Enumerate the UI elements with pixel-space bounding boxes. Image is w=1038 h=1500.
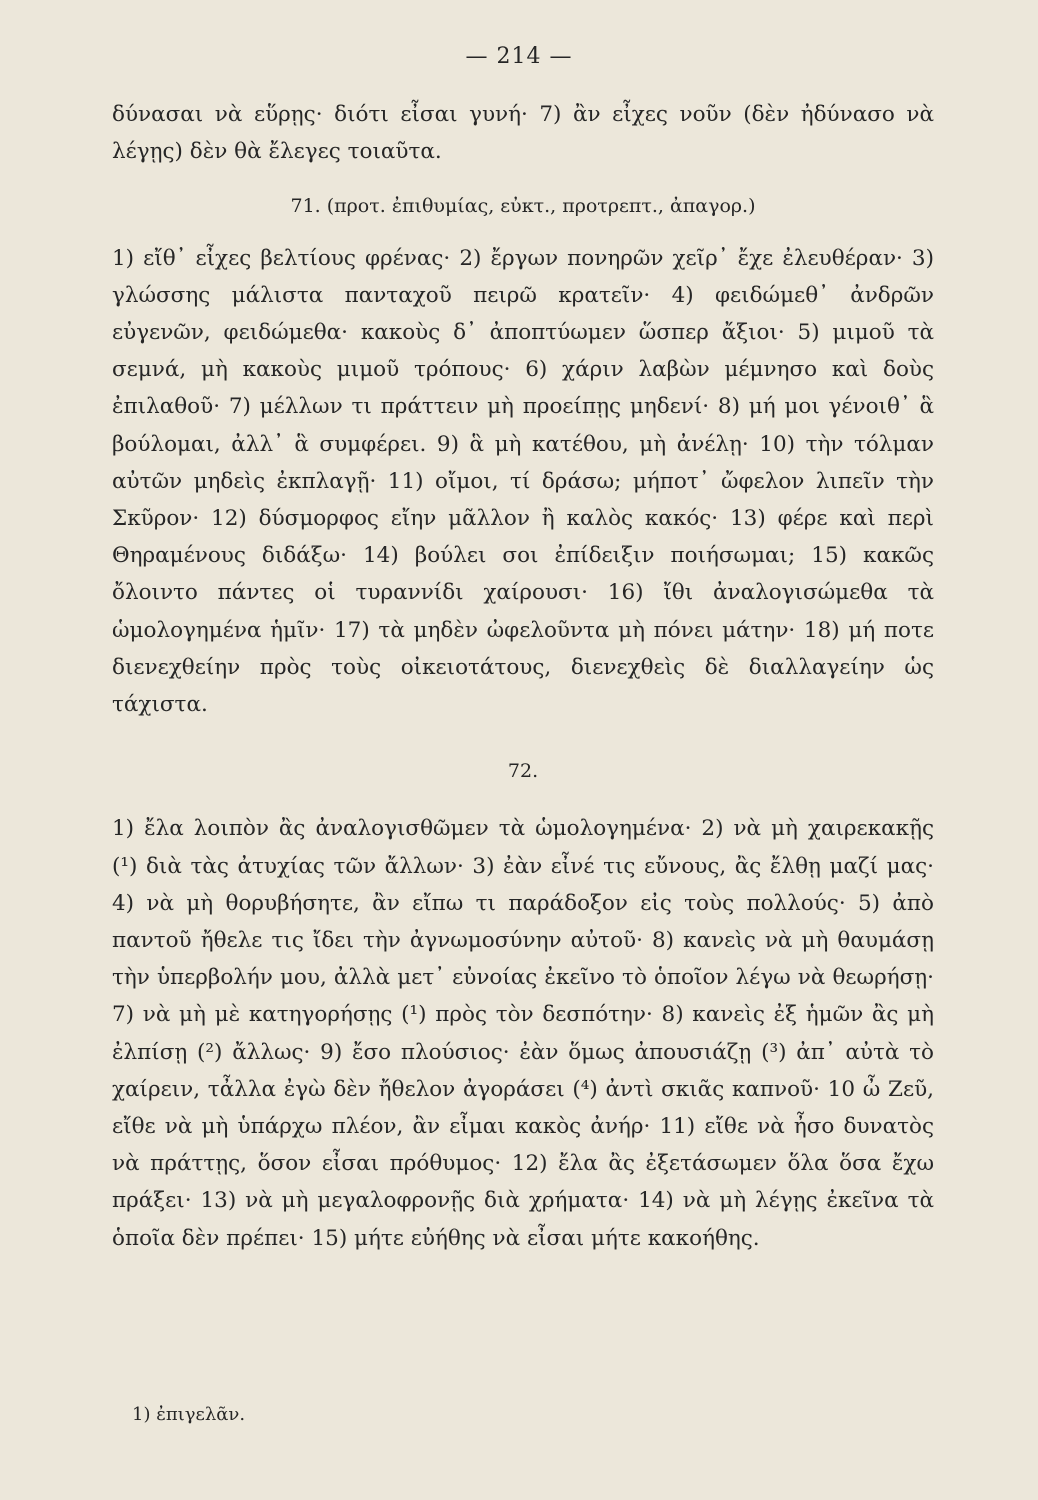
- page-number: — 214 —: [465, 44, 573, 69]
- section-72-text: 1) ἔλα λοιπὸν ἂς ἀναλογισθῶμεν τὰ ὡμολογημένα· 2) νὰ μὴ χαιρεκακῇς (¹) διὰ τὰς ἀτυχίας τῶν ἄλλων· 3) ἐὰν εἶνέ τις εὔνους, ἂς ἔλθῃ μαζί μας· 4) νὰ μὴ θορυβήσητε, ἂν εἴπω τι παράδοξον εἰς τοὺς πολλούς· 5) ἀπὸ παντοῦ ἤθελε τις ἴδει τὴν ἀγνωμοσύνην αὐτοῦ· 8) κανεὶς νὰ μὴ θαυμάσῃ τὴν ὑπερβολήν μου, ἀλλὰ μετ᾽ εὐνοίας ἐκεῖνο τὸ ὁποῖον λέγω νὰ θεωρήσῃ· 7) νὰ μὴ μὲ κατηγορήσῃς (¹) πρὸς τὸν δεσπότην· 8) κανεὶς ἐξ ἡμῶν ἂς μὴ ἐλπίσῃ (²) ἄλλως· 9) ἔσο πλούσιος· ἐὰν ὅμως ἀπουσιάζῃ (³) ἀπ᾽ αὐτὰ τὸ χαίρειν, τἆλλα ἐγὼ δὲν ἤθελον ἀγοράσει (⁴) ἀντὶ σκιᾶς καπνοῦ· 10 ὦ Ζεῦ, εἴθε νὰ μὴ ὑπάρχω πλέον, ἂν εἶμαι κακὸς ἀνήρ· 11) εἴθε νὰ ἦσο δυνατὸς νὰ πράττῃς, ὅσον εἶσαι πρόθυμος· 12) ἔλα ἂς ἐξετάσωμεν ὅλα ὅσα ἔχω πράξει· 13) νὰ μὴ μεγαλοφρονῇς διὰ χρήματα· 14) νὰ μὴ λέγῃς ἐκεῖνα τὰ ὁποῖα δὲν πρέπει· 15) μήτε εὐήθης νὰ εἶσαι μήτε κακοήθης.: [112, 816, 934, 1251]
- section-71-heading: 71. (προτ. ἐπιθυμίας, εὐκτ., προτρεπτ., ἀπαγορ.): [290, 195, 756, 218]
- page-body: [112, 96, 934, 1257]
- footnote: 1) ἐπιγελᾶν.: [132, 1404, 246, 1425]
- section-72-heading: 72.: [507, 760, 539, 783]
- section-71-text: 1) εἴθ᾽ εἶχες βελτίους φρένας· 2) ἔργων πονηρῶν χεῖρ᾽ ἔχε ἐλευθέραν· 3) γλώσσης μάλιστα πανταχοῦ πειρῶ κρατεῖν· 4) φειδώμεθ᾽ ἀνδρῶν εὐγενῶν, φειδώμεθα· κακοὺς δ᾽ ἀποπτύωμεν ὥσπερ ἄξιοι· 5) μιμοῦ τὰ σεμνά, μὴ κακοὺς μιμοῦ τρόπους· 6) χάριν λαβὼν μέμνησο καὶ δοὺς ἐπιλαθοῦ· 7) μέλλων τι πράττειν μὴ προείπῃς μηδενί· 8) μή μοι γένοιθ᾽ ἃ βούλομαι, ἀλλ᾽ ἃ συμφέρει. 9) ἃ μὴ κατέθου, μὴ ἀνέλῃ· 10) τὴν τόλμαν αὐτῶν μηδεὶς ἐκπλαγῇ· 11) οἴμοι, τί δράσω; μήποτ᾽ ὤφελον λιπεῖν τὴν Σκῦρον· 12) δύσμορφος εἴην μᾶλλον ἢ καλὸς κακός· 13) φέρε καὶ περὶ Θηραμένους διδάξω· 14) βούλει σοι ἐπίδειξιν ποιήσωμαι; 15) κακῶς ὄλοιντο πάντες οἱ τυραννίδι χαίρουσι· 16) ἴθι ἀναλογισώμεθα τὰ ὡμολογημένα ἡμῖν· 17) τὰ μηδὲν ὠφελοῦντα μὴ πόνει μάτην· 18) μή ποτε διενεχθείην πρὸς τοὺς οἰκειοτάτους, διενεχθεὶς δὲ διαλλαγείην ὡς τάχιστα.: [112, 245, 934, 718]
- intro-paragraph: δύνασαι νὰ εὕρῃς· διότι εἶσαι γυνή· 7) ἂν εἶχες νοῦν (δὲν ἠδύνασο νὰ λέγῃς) δὲν θὰ ἔλεγες τοιαῦτα.: [112, 102, 934, 165]
